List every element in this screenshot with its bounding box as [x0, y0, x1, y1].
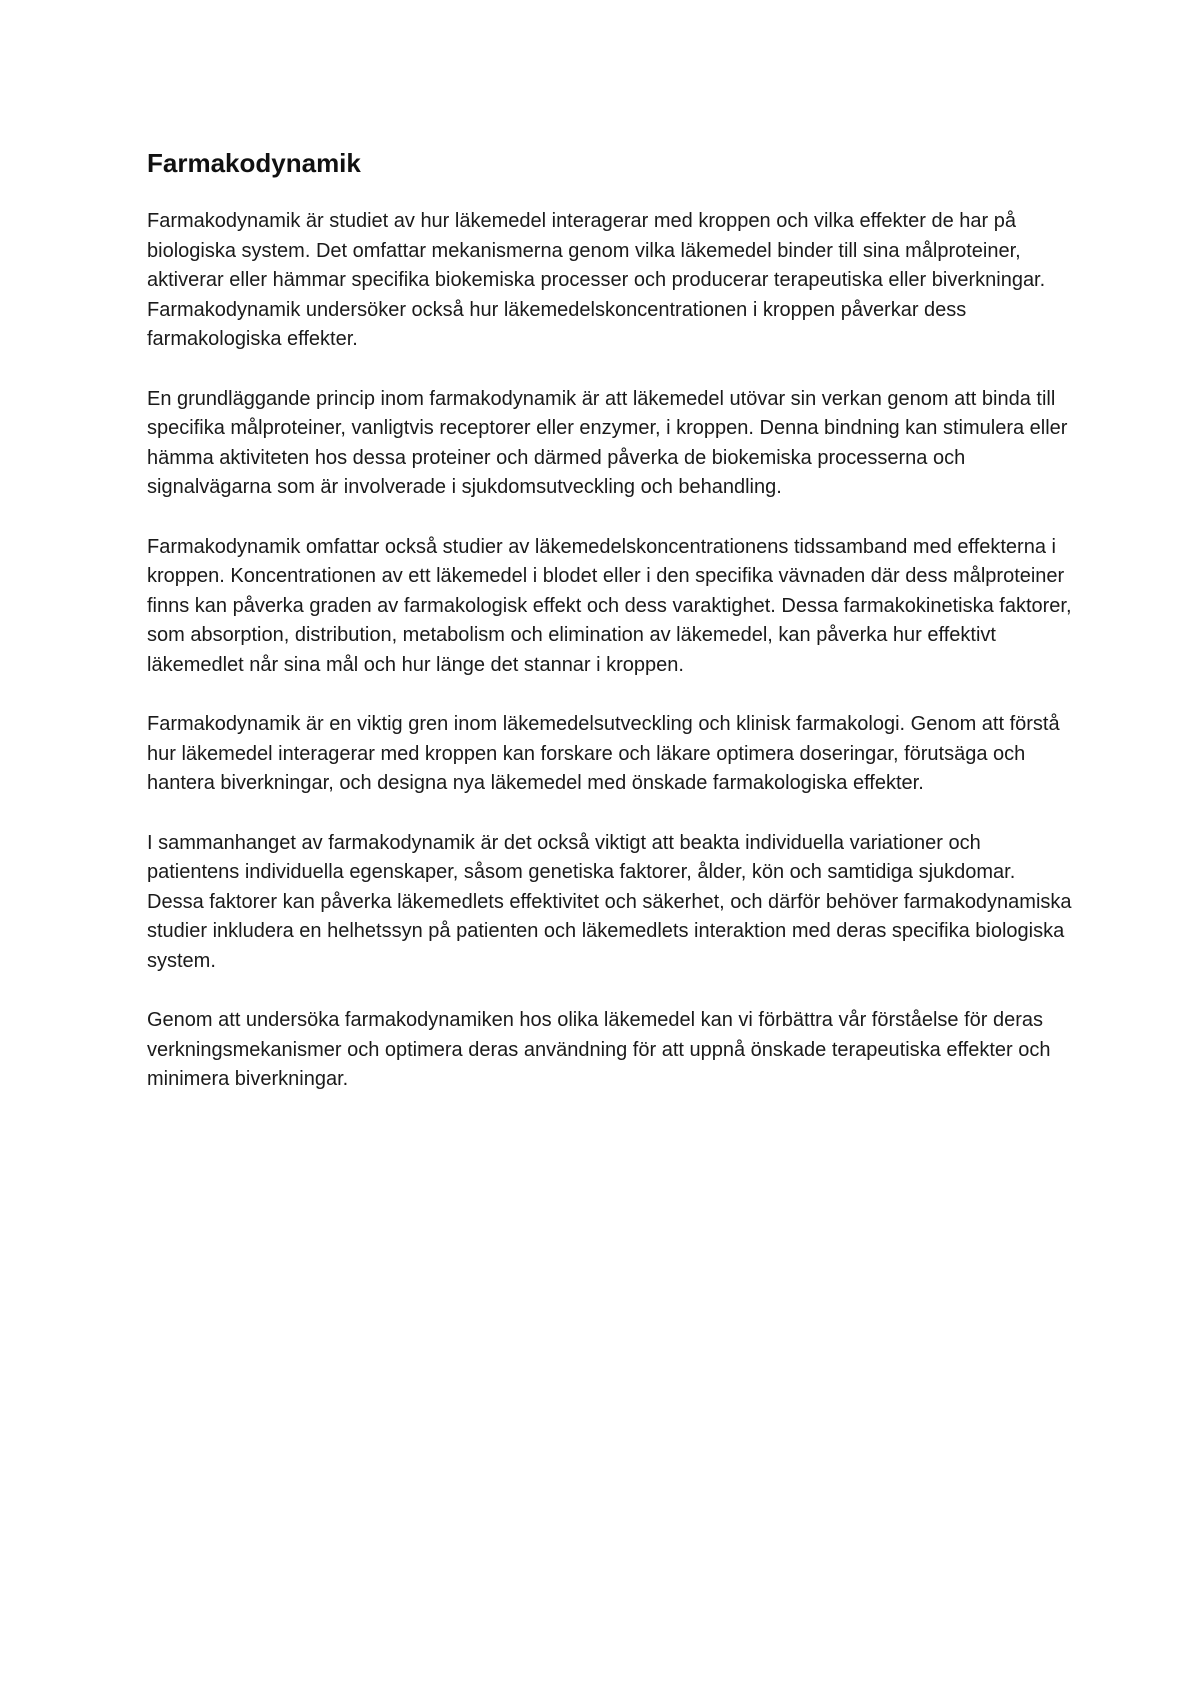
paragraph-4: Farmakodynamik är en viktig gren inom läkemedelsutveckling och klinisk farmakologi. Genom att förstå hur läkemedel interagerar med kroppen kan forskare och läkare optimera doseringar, förutsäga och hantera biverkningar, och designa nya läkemedel med önskade farmakologiska effekter. — [147, 713, 1060, 794]
paragraph-5: I sammanhanget av farmakodynamik är det också viktigt att beakta individuella variationer och patientens individuella egenskaper, såsom genetiska faktorer, ålder, kön och samtidiga sjukdomar. Dessa faktorer kan påverka läkemedlets effektivitet och säkerhet, och därför behöver farmakodynamiska studier inkludera en helhetssyn på patienten och läkemedlets interaktion med deras specifika biologiska system. — [147, 831, 1072, 972]
document-body — [147, 146, 1072, 1125]
paragraph-2: En grundläggande princip inom farmakodynamik är att läkemedel utövar sin verkan genom att binda till specifika målproteiner, vanligtvis receptorer eller enzymer, i kroppen. Denna bindning kan stimulera eller hämma aktiviteten hos dessa proteiner och därmed påverka de biokemiska processerna och signalvägarna som är involverade i sjukdomsutveckling och behandling. — [147, 387, 1068, 498]
document-title: Farmakodynamik — [147, 148, 361, 178]
paragraph-3: Farmakodynamik omfattar också studier av läkemedelskoncentrationens tidssamband med effekterna i kroppen. Koncentrationen av ett läkemedel i blodet eller i den specifika vävnaden där dess målproteiner finns kan påverka graden av farmakologisk effekt och dess varaktighet. Dessa farmakokinetiska faktorer, som absorption, distribution, metabolism och elimination av läkemedel, kan påverka hur effektivt läkemedlet når sina mål och hur länge det stannar i kroppen. — [147, 535, 1072, 676]
paragraph-1: Farmakodynamik är studiet av hur läkemedel interagerar med kroppen och vilka effekter de har på biologiska system. Det omfattar mekanismerna genom vilka läkemedel binder till sina målproteiner, aktiverar eller hämmar specifika biokemiska processer och producerar terapeutiska eller biverkningar. Farmakodynamik undersöker också hur läkemedelskoncentrationen i kroppen påverkar dess farmakologiska effekter. — [147, 210, 1046, 350]
paragraph-6: Genom att undersöka farmakodynamiken hos olika läkemedel kan vi förbättra vår förståelse för deras verkningsmekanismer och optimera deras användning för att uppnå önskade terapeutiska effekter och minimera biverkningar. — [147, 1009, 1051, 1090]
